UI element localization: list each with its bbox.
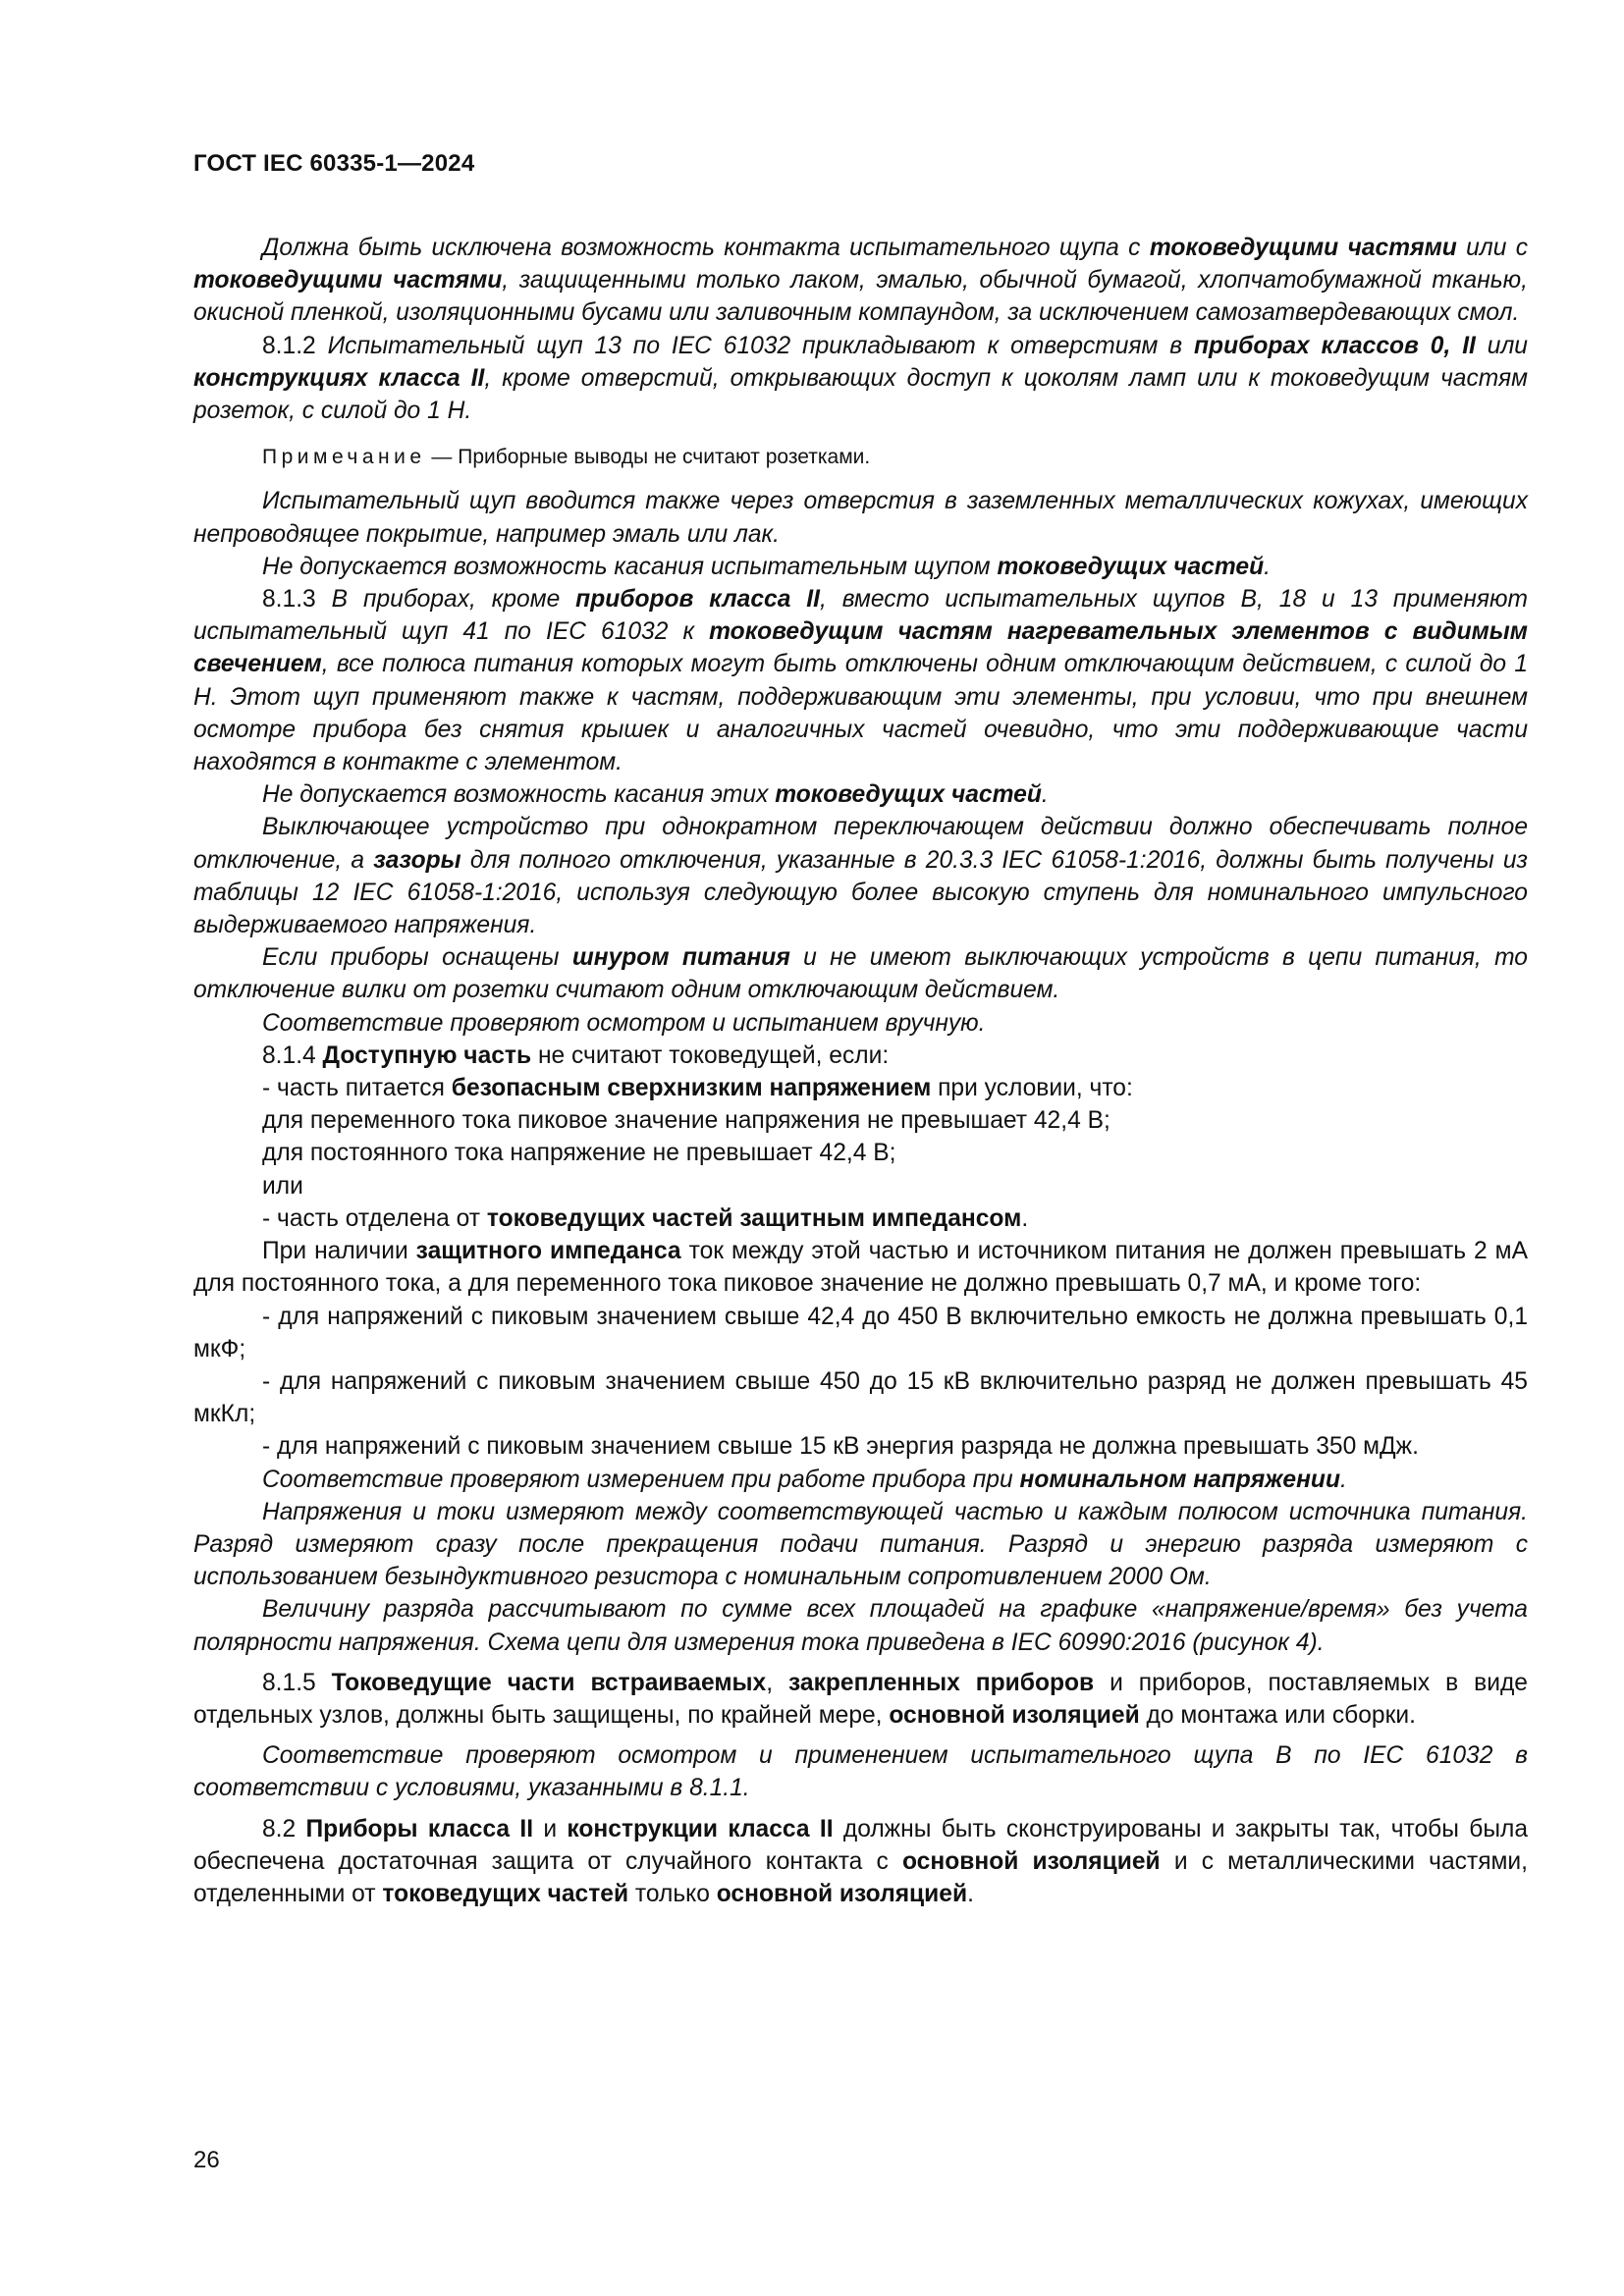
note-label: Примечание bbox=[262, 446, 426, 469]
term-class-ii-appliances: приборов класса II bbox=[575, 586, 820, 614]
clause-number: 8.1.3 bbox=[262, 586, 316, 614]
paragraph-compliance-manual: Соответствие проверяют осмотром и испытанием вручную. bbox=[262, 1009, 986, 1037]
paragraph-grounded-enclosures: Испытательный щуп вводится также через отверстия в заземленных металлических кожухах, имеющих непроводящее покрытие, например эмаль или лак. bbox=[193, 488, 1528, 548]
note bbox=[193, 441, 1528, 473]
list-or: или bbox=[262, 1172, 303, 1200]
term-accessible-part: Доступную часть bbox=[322, 1041, 532, 1069]
clause-8-1-3: 8.1.3 В приборах, кроме приборов класса II, вместо испытательных щупов В, 18 и 13 применяют испытательный щуп 41 по IEC 61032 к токоведущим частям нагревательных элементов с видимым свечением, все полюса питания которых могут быть отключены одним отключающим действием, с силой до 1 Н. Этот щуп применяют также к частям, поддерживающим эти элементы, при условии, что при внешнем осмотре прибора без снятия крышек и аналогичных частей очевидно, что эти поддерживающие части находятся в контакте с элементом. bbox=[193, 586, 1529, 776]
term-fixed-appliances: закрепленных приборов bbox=[788, 1669, 1095, 1696]
paragraph-discharge-calculation: Величину разряда рассчитывают по сумме всех площадей на графике «напряжение/время» без учета полярности напряжения. Схема цепи для измерения тока приведена в IEC 60990:2016 (рисунок 4). bbox=[193, 1596, 1528, 1656]
term-class-ii-appliances: Приборы класса II bbox=[305, 1815, 534, 1842]
list-item-discharge: - для напряжений с пиковым значением свыше 450 до 15 кВ включительно разряд не должен превышать 45 мкКл; bbox=[193, 1367, 1528, 1428]
term-live-parts: токоведущих частей bbox=[775, 781, 1042, 809]
term-live-parts: токоведущих частей bbox=[997, 553, 1265, 580]
term-class-0-ii: приборах классов 0, II bbox=[1194, 332, 1476, 359]
list-item-protective-impedance: - часть отделена от токоведущих частей защитным импедансом. bbox=[262, 1204, 1029, 1232]
document-body bbox=[193, 224, 1528, 1910]
list-subitem-dc: для постоянного тока напряжение не превышает 42,4 В; bbox=[262, 1140, 896, 1167]
clause-8-2: 8.2 Приборы класса II и конструкции класса II должны быть сконструированы и закрыты так, чтобы была обеспечена достаточная защита от случайного контакта с основной изоляцией и с металлическими частями, отделенными от токоведущих частей только основной изоляцией. bbox=[193, 1815, 1529, 1907]
note-text: — Приборные выводы не считают розетками. bbox=[425, 446, 871, 469]
list-item-capacitance: - для напряжений с пиковым значением свыше 42,4 до 450 В включительно емкость не должна превышать 0,1 мкФ; bbox=[193, 1303, 1528, 1362]
term-selv: безопасным сверхнизким напряжением bbox=[451, 1075, 932, 1102]
term-class-ii-constructions: конструкции класса II bbox=[567, 1815, 834, 1842]
clause-8-1-4: 8.1.4 Доступную часть не считают токоведущей, если: bbox=[262, 1041, 890, 1069]
term-basic-insulation: основной изоляцией bbox=[889, 1701, 1140, 1729]
paragraph-compliance-probe-b: Соответствие проверяют осмотром и применением испытательного щупа В по IEC 61032 в соответствии с условиями, указанными в 8.1.1. bbox=[193, 1742, 1528, 1802]
paragraph-impedance-current: При наличии защитного импеданса ток между этой частью и источником питания не должен превышать 2 мА для постоянного тока, а для переменного тока пиковое значение не должно превышать 0,7 мА, и кроме того: bbox=[193, 1238, 1528, 1298]
document-header: ГОСТ IEC 60335-1—2024 bbox=[193, 150, 475, 177]
term-supply-cord: шнуром питания bbox=[571, 944, 790, 972]
paragraph-no-contact: Не допускается возможность касания испытательным щупом токоведущих частей. bbox=[262, 553, 1271, 580]
list-subitem-ac: для переменного тока пиковое значение напряжения не превышает 42,4 В; bbox=[262, 1107, 1110, 1135]
clause-8-1-5: 8.1.5 Токоведущие части встраиваемых, закрепленных приборов и приборов, поставляемых в виде отдельных узлов, должны быть защищены, по крайней мере, основной изоляцией до монтажа или сборки. bbox=[193, 1669, 1528, 1729]
clause-number: 8.1.2 bbox=[262, 332, 316, 359]
clause-number: 8.1.4 bbox=[262, 1041, 323, 1069]
clause-number: 8.2 bbox=[262, 1815, 306, 1842]
term-live-parts: токоведущими частями bbox=[193, 267, 503, 294]
paragraph-measurement-method: Напряжения и токи измеряют между соответствующей частью и каждым полюсом источника питания. Разряд измеряют сразу после прекращения подачи питания. Разряд и энергию разряда измеряют с использованием безындуктивного резистора с номинальным сопротивлением 2000 Ом. bbox=[193, 1498, 1528, 1591]
term-built-in-live-parts: Токоведущие части встраиваемых bbox=[331, 1669, 767, 1696]
list-item-energy: - для напряжений с пиковым значением свыше 15 кВ энергия разряда не должна превышать 350 мДж. bbox=[262, 1433, 1419, 1461]
list-item-selv: - часть питается безопасным сверхнизким напряжением при условии, что: bbox=[262, 1075, 1133, 1102]
term-protective-impedance: защитного импеданса bbox=[415, 1238, 681, 1265]
term-clearances: зазоры bbox=[373, 846, 461, 874]
term-live-parts: токоведущими частями bbox=[1149, 235, 1457, 261]
term-basic-insulation: основной изоляцией bbox=[901, 1847, 1161, 1875]
paragraph-no-contact-these: Не допускается возможность касания этих токоведущих частей. bbox=[262, 781, 1049, 809]
term-protective-impedance: токоведущих частей защитным импедансом bbox=[486, 1204, 1022, 1232]
term-visible-glowing-elements: токоведущим частям нагревательных элементов с видимым свечением bbox=[193, 618, 1529, 678]
paragraph-probe-contact: Должна быть исключена возможность контакта испытательного щупа с токоведущими частями или с токоведущими частями, защищенными только лаком, эмалью, обычной бумагой, хлопчатобумажной тканью, окисной пленкой, изоляционными бусами или заливочным компаундом, за исключением самозатвердевающих смол. bbox=[193, 235, 1529, 327]
term-rated-voltage: номинальном напряжении bbox=[1019, 1466, 1340, 1493]
paragraph-supply-cord: Если приборы оснащены шнуром питания и не имеют выключающих устройств в цепи питания, то отключение вилки от розетки считают одним отключающим действием. bbox=[193, 944, 1528, 1004]
term-class-ii-construction: конструкциях класса II bbox=[193, 364, 485, 392]
paragraph-compliance-measure: Соответствие проверяют измерением при работе прибора при номинальном напряжении. bbox=[262, 1466, 1347, 1493]
paragraph-switching-device: Выключающее устройство при однократном переключающем действии должно обеспечивать полное отключение, а зазоры для полного отключения, указанные в 20.3.3 IEC 61058-1:2016, должны быть получены из таблицы 12 IEC 61058-1:2016, используя следующую более высокую ступень для номинального импульсного выдерживаемого напряжения. bbox=[193, 814, 1528, 939]
term-live-parts: токоведущих частей bbox=[382, 1880, 629, 1907]
clause-number: 8.1.5 bbox=[262, 1669, 332, 1696]
page-number: 26 bbox=[193, 2147, 220, 2173]
term-basic-insulation: основной изоляцией bbox=[716, 1880, 968, 1907]
clause-8-1-2: 8.1.2 Испытательный щуп 13 по IEC 61032 прикладывают к отверстиям в приборах классов 0, II или конструкциях класса II, кроме отверстий, открывающих доступ к цоколям ламп или к токоведущим частям розеток, с силой до 1 Н. bbox=[193, 332, 1528, 425]
